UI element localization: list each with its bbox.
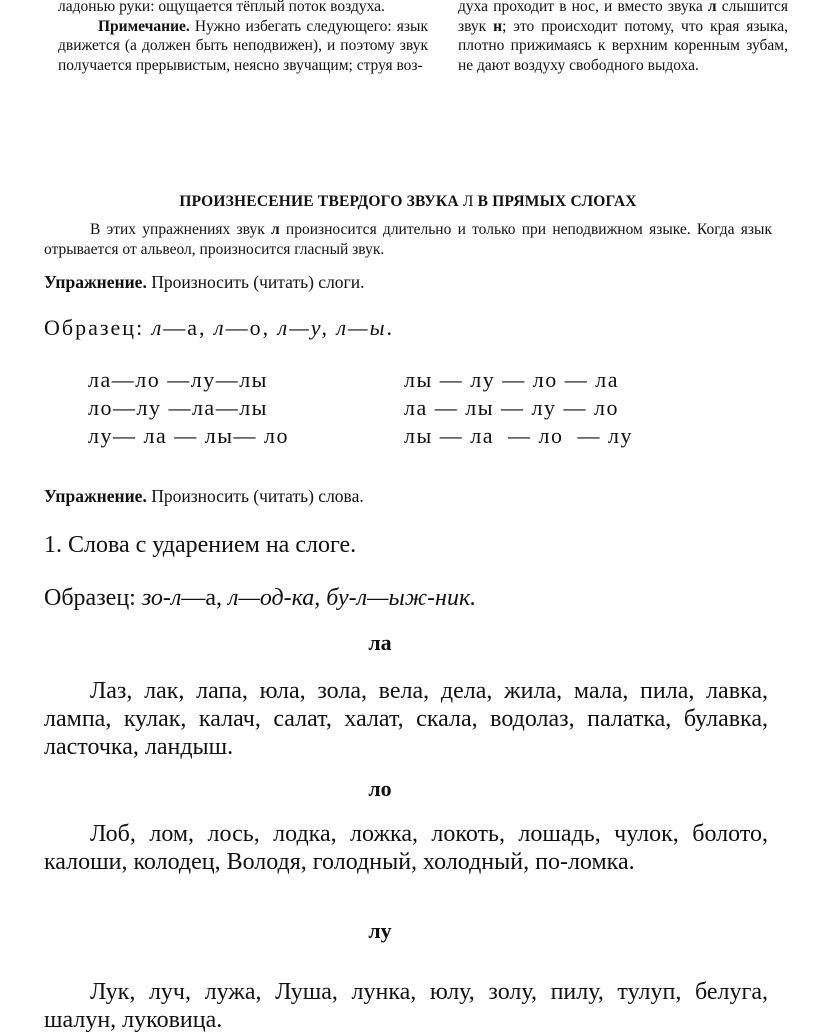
sample-2-part-b: —а, <box>181 585 229 611</box>
syllable-row: лы — лу — ло — ла <box>404 367 619 392</box>
heading-stress: 1. Слова с ударением на слоге. <box>44 532 357 558</box>
section-intro-paragraph <box>44 220 772 260</box>
top-right-text-2: слышится звук <box>458 0 788 35</box>
top-left-column <box>58 0 428 75</box>
top-right-bold-l: л <box>707 0 717 15</box>
exercise-1 <box>44 272 364 293</box>
sample-2-part-c: л—од-ка, бу-л—ыж-ник <box>228 585 471 611</box>
top-right-text-1: духа проходит в нос, и вместо звука <box>458 0 708 15</box>
top-right-paragraph <box>458 0 788 75</box>
top-left-line: ладонью руки: ощущается тёплый поток воздуха. <box>58 0 385 15</box>
group-heading-lu: лу <box>368 918 392 943</box>
word-list-lu-text: Лук, луч, лужа, Луша, лунка, юлу, золу, пилу, тулуп, белуга, шалун, луковица. <box>44 979 768 1033</box>
top-right-text-3: ; это происходит потому, что края языка, плотно прижимаясь к верхним коренным зубам, не дают воздуху свободного выдоха. <box>458 17 788 74</box>
exercise-1-label: Упражнение. <box>44 272 147 292</box>
sample-1-part-b: —а, <box>163 315 215 340</box>
group-heading-lo: ло <box>368 776 392 801</box>
note-paragraph <box>58 17 428 76</box>
exercise-1-text: Произносить (читать) слоги. <box>146 272 365 292</box>
syllable-row: ла — лы — лу — ло <box>404 395 619 420</box>
sample-1 <box>44 315 394 341</box>
syllable-row: ла—ло —лу—лы <box>88 367 268 392</box>
sample-2-label: Образец: <box>44 585 142 611</box>
exercise-2 <box>44 486 364 507</box>
section-intro <box>44 220 772 260</box>
sample-1-part-f: . <box>386 315 395 340</box>
word-list-lo-text: Лоб, лом, лось, лодка, ложка, локоть, лошадь, чулок, болото, калоши, колодец, Володя, голодный, холодный, по-ломка. <box>44 821 768 875</box>
word-list-la-text: Лаз, лак, лапа, юла, зола, вела, дела, жила, мала, пила, лавка, лампа, кулак, калач, салат, халат, скала, водолаз, палатка, булавка, ласточка, ландыш. <box>44 678 768 760</box>
word-list-lo <box>44 820 768 876</box>
exercise-2-text: Произносить (читать) слова. <box>146 486 364 506</box>
syllable-row: лы — ла — ло — лу <box>404 423 633 448</box>
sample-1-label: Образец: <box>44 315 152 340</box>
intro-text-b: произносится длительно и только при неподвижном языке. Когда язык отрывается от альвеол, произносится гласный звук. <box>44 221 772 258</box>
sample-2-part-a: зо-л <box>141 585 182 611</box>
top-right-column <box>458 0 788 75</box>
intro-bold-l: л <box>270 221 280 238</box>
sample-1-part-a: л <box>151 315 164 340</box>
section-title-part-a: ПРОИЗНЕСЕНИЕ ТВЕРДОГО ЗВУКА <box>179 193 463 210</box>
syllable-row: ло—лу —ла—лы <box>88 395 268 420</box>
exercise-2-label: Упражнение. <box>44 486 147 506</box>
section-title-letter: Л <box>462 193 474 210</box>
sample-1-part-c: л <box>214 315 226 340</box>
syllable-row: лу— ла — лы— ло <box>88 423 289 448</box>
intro-text-a: В этих упражнениях звук <box>90 221 271 238</box>
sample-1-part-e: л—у, л—ы <box>277 315 387 340</box>
word-list-la <box>44 677 768 761</box>
top-right-bold-n: н <box>493 17 503 35</box>
sample-2 <box>44 585 476 612</box>
note-text: Нужно избегать следующего: язык движется (а должен быть неподвижен), и поэтому звук получается прерывистым, неясно звучащим; струя воз- <box>58 17 428 74</box>
section-title-part-b: В ПРЯМЫХ СЛОГАХ <box>473 193 637 210</box>
word-list-lu <box>44 978 768 1034</box>
group-heading-la: ла <box>368 630 392 655</box>
section-title <box>0 193 816 211</box>
sample-2-part-d: . <box>470 585 477 611</box>
note-label: Примечание. <box>98 17 190 35</box>
sample-1-part-d: —о, <box>225 315 278 340</box>
